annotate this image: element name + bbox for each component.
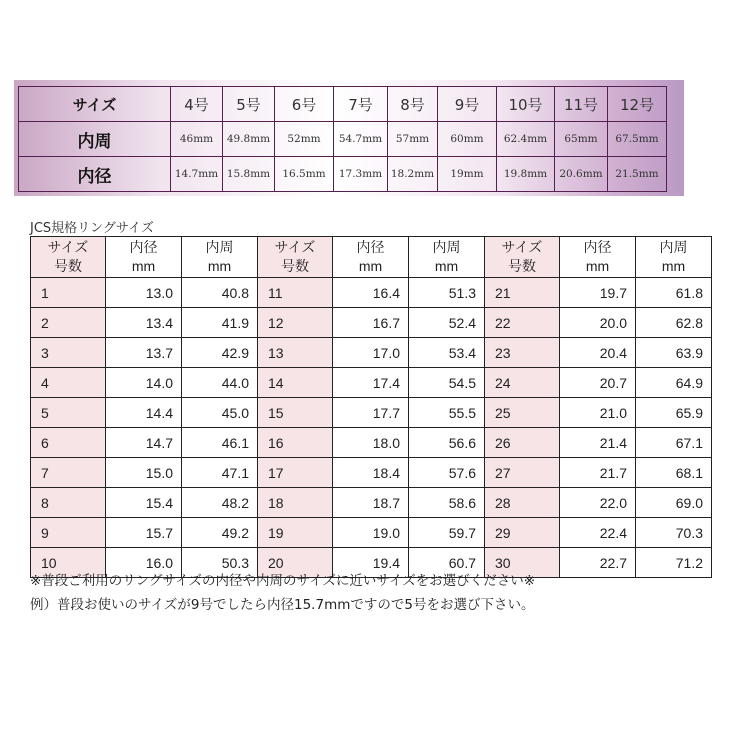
inner-diameter-cell: 20.7 [560,368,636,398]
inner-diameter-cell: 19.0 [333,518,409,548]
size-cell: 24 [485,368,560,398]
circumference-cell: 63.9 [636,338,712,368]
inner-diameter-cell: 16.7 [333,308,409,338]
size-cell: 16 [258,428,333,458]
circumference-cell: 71.2 [636,548,712,578]
size-cell: 13 [258,338,333,368]
jcs-header-row [31,237,712,278]
circumference-cell: 65mm [555,122,608,157]
circumference-cell: 54.7mm [334,122,388,157]
circumference-cell: 49.2 [182,518,258,548]
diameter-cell: 19.8mm [497,157,555,192]
header-circ-line1: 内周 [432,239,461,255]
size-cell: 23 [485,338,560,368]
size-cell: 21 [485,278,560,308]
size-cell: 4 [31,368,106,398]
circumference-cell: 67.1 [636,428,712,458]
size-cell: 7号 [334,87,388,122]
header-circ-line1: 内周 [659,239,688,255]
jcs-table-row [31,338,712,368]
inner-diameter-cell: 21.4 [560,428,636,458]
size-cell: 9 [31,518,106,548]
circumference-row-label: 内周 [19,122,171,157]
size-cell: 10号 [497,87,555,122]
inner-diameter-cell: 16.0 [106,548,182,578]
size-cell: 18 [258,488,333,518]
inner-diameter-cell: 19.7 [560,278,636,308]
size-cell: 29 [485,518,560,548]
circumference-cell: 50.3 [182,548,258,578]
inner-diameter-cell: 20.0 [560,308,636,338]
circumference-cell: 69.0 [636,488,712,518]
header-inner-line2: mm [358,258,383,274]
inner-diameter-cell: 22.0 [560,488,636,518]
header-inner-line1: 内径 [129,239,158,255]
circumference-cell: 51.3 [409,278,485,308]
header-circ-line2: mm [661,258,686,274]
circumference-cell: 46.1 [182,428,258,458]
jcs-size-table [30,236,712,578]
size-cell: 11号 [555,87,608,122]
jcs-table-row [31,398,712,428]
inner-diameter-cell: 21.0 [560,398,636,428]
circumference-cell: 68.1 [636,458,712,488]
size-cell: 27 [485,458,560,488]
circumference-cell: 67.5mm [608,122,667,157]
jcs-table-row [31,518,712,548]
size-cell: 11 [258,278,333,308]
inner-diameter-cell: 13.0 [106,278,182,308]
inner-diameter-cell: 13.4 [106,308,182,338]
circumference-row [19,122,667,157]
circumference-cell: 47.1 [182,458,258,488]
inner-diameter-cell: 16.4 [333,278,409,308]
header-inner-line1: 内径 [356,239,385,255]
header-inner [333,237,409,278]
note-line-1: ※普段ご利用のリングサイズの内径や内周のサイズに近いサイズをお選びください※ [30,573,536,589]
inner-diameter-cell: 15.0 [106,458,182,488]
size-cell: 15 [258,398,333,428]
inner-diameter-cell: 22.4 [560,518,636,548]
header-inner-line1: 内径 [583,239,612,255]
diameter-cell: 19mm [438,157,497,192]
header-size [258,237,333,278]
circumference-cell: 60mm [438,122,497,157]
circumference-cell: 55.5 [409,398,485,428]
header-size-line1: サイズ [501,239,543,255]
size-cell: 8 [31,488,106,518]
inner-diameter-cell: 22.7 [560,548,636,578]
circumference-cell: 54.5 [409,368,485,398]
diameter-row [19,157,667,192]
inner-diameter-cell: 15.7 [106,518,182,548]
circumference-cell: 62.4mm [497,122,555,157]
circumference-cell: 57.6 [409,458,485,488]
size-cell: 1 [31,278,106,308]
jcs-table-title: JCS規格リングサイズ [30,221,154,236]
header-size-line1: サイズ [274,239,316,255]
circumference-cell: 46mm [171,122,223,157]
header-size [31,237,106,278]
size-chart-table [18,86,667,192]
jcs-table-row [31,368,712,398]
size-cell: 17 [258,458,333,488]
header-inner-line2: mm [131,258,156,274]
size-cell: 6号 [275,87,334,122]
circumference-cell: 56.6 [409,428,485,458]
circumference-cell: 57mm [388,122,438,157]
inner-diameter-cell: 14.7 [106,428,182,458]
circumference-cell: 45.0 [182,398,258,428]
inner-diameter-cell: 15.4 [106,488,182,518]
header-size-line2: 号数 [54,258,82,274]
circumference-cell: 70.3 [636,518,712,548]
inner-diameter-cell: 18.7 [333,488,409,518]
circumference-cell: 48.2 [182,488,258,518]
inner-diameter-cell: 14.0 [106,368,182,398]
header-circ-line2: mm [434,258,459,274]
size-cell: 19 [258,518,333,548]
jcs-table-row [31,488,712,518]
inner-diameter-cell: 20.4 [560,338,636,368]
inner-diameter-cell: 21.7 [560,458,636,488]
jcs-table-row [31,428,712,458]
header-circ-line2: mm [207,258,232,274]
size-cell: 2 [31,308,106,338]
circumference-cell: 59.7 [409,518,485,548]
circumference-cell: 53.4 [409,338,485,368]
circumference-cell: 40.8 [182,278,258,308]
size-cell: 4号 [171,87,223,122]
header-circumference [182,237,258,278]
header-circumference [409,237,485,278]
size-cell: 5号 [223,87,275,122]
diameter-cell: 20.6mm [555,157,608,192]
inner-diameter-cell: 17.4 [333,368,409,398]
header-circ-line1: 内周 [205,239,234,255]
size-cell: 3 [31,338,106,368]
size-cell: 12 [258,308,333,338]
size-cell: 26 [485,428,560,458]
size-cell: 10 [31,548,106,578]
circumference-cell: 41.9 [182,308,258,338]
inner-diameter-cell: 14.4 [106,398,182,428]
header-size-line1: サイズ [47,239,89,255]
jcs-table-row [31,458,712,488]
circumference-cell: 42.9 [182,338,258,368]
size-cell: 20 [258,548,333,578]
inner-diameter-cell: 18.0 [333,428,409,458]
circumference-cell: 44.0 [182,368,258,398]
size-cell: 8号 [388,87,438,122]
inner-diameter-cell: 17.0 [333,338,409,368]
header-inner-line2: mm [585,258,610,274]
size-cell: 22 [485,308,560,338]
diameter-cell: 18.2mm [388,157,438,192]
header-size [485,237,560,278]
size-cell: 9号 [438,87,497,122]
size-cell: 14 [258,368,333,398]
size-cell: 12号 [608,87,667,122]
jcs-table-row [31,308,712,338]
inner-diameter-cell: 13.7 [106,338,182,368]
circumference-cell: 62.8 [636,308,712,338]
size-cell: 30 [485,548,560,578]
size-cell: 28 [485,488,560,518]
circumference-cell: 58.6 [409,488,485,518]
header-inner [560,237,636,278]
diameter-cell: 14.7mm [171,157,223,192]
size-cell: 5 [31,398,106,428]
circumference-cell: 61.8 [636,278,712,308]
header-inner [106,237,182,278]
header-circumference [636,237,712,278]
jcs-table-row [31,278,712,308]
header-size-line2: 号数 [508,258,536,274]
diameter-cell: 16.5mm [275,157,334,192]
diameter-cell: 17.3mm [334,157,388,192]
inner-diameter-cell: 18.4 [333,458,409,488]
header-size-line2: 号数 [281,258,309,274]
note-line-2: 例）普段お使いのサイズが9号でしたら内径15.7mmですので5号をお選び下さい。 [30,597,535,613]
circumference-cell: 60.7 [409,548,485,578]
size-row-label: サイズ [19,87,171,122]
diameter-cell: 15.8mm [223,157,275,192]
circumference-cell: 49.8mm [223,122,275,157]
inner-diameter-cell: 17.7 [333,398,409,428]
diameter-cell: 21.5mm [608,157,667,192]
size-cell: 6 [31,428,106,458]
circumference-cell: 52mm [275,122,334,157]
size-row [19,87,667,122]
circumference-cell: 64.9 [636,368,712,398]
inner-diameter-cell: 19.4 [333,548,409,578]
diameter-row-label: 内径 [19,157,171,192]
circumference-cell: 52.4 [409,308,485,338]
circumference-cell: 65.9 [636,398,712,428]
size-cell: 25 [485,398,560,428]
size-cell: 7 [31,458,106,488]
